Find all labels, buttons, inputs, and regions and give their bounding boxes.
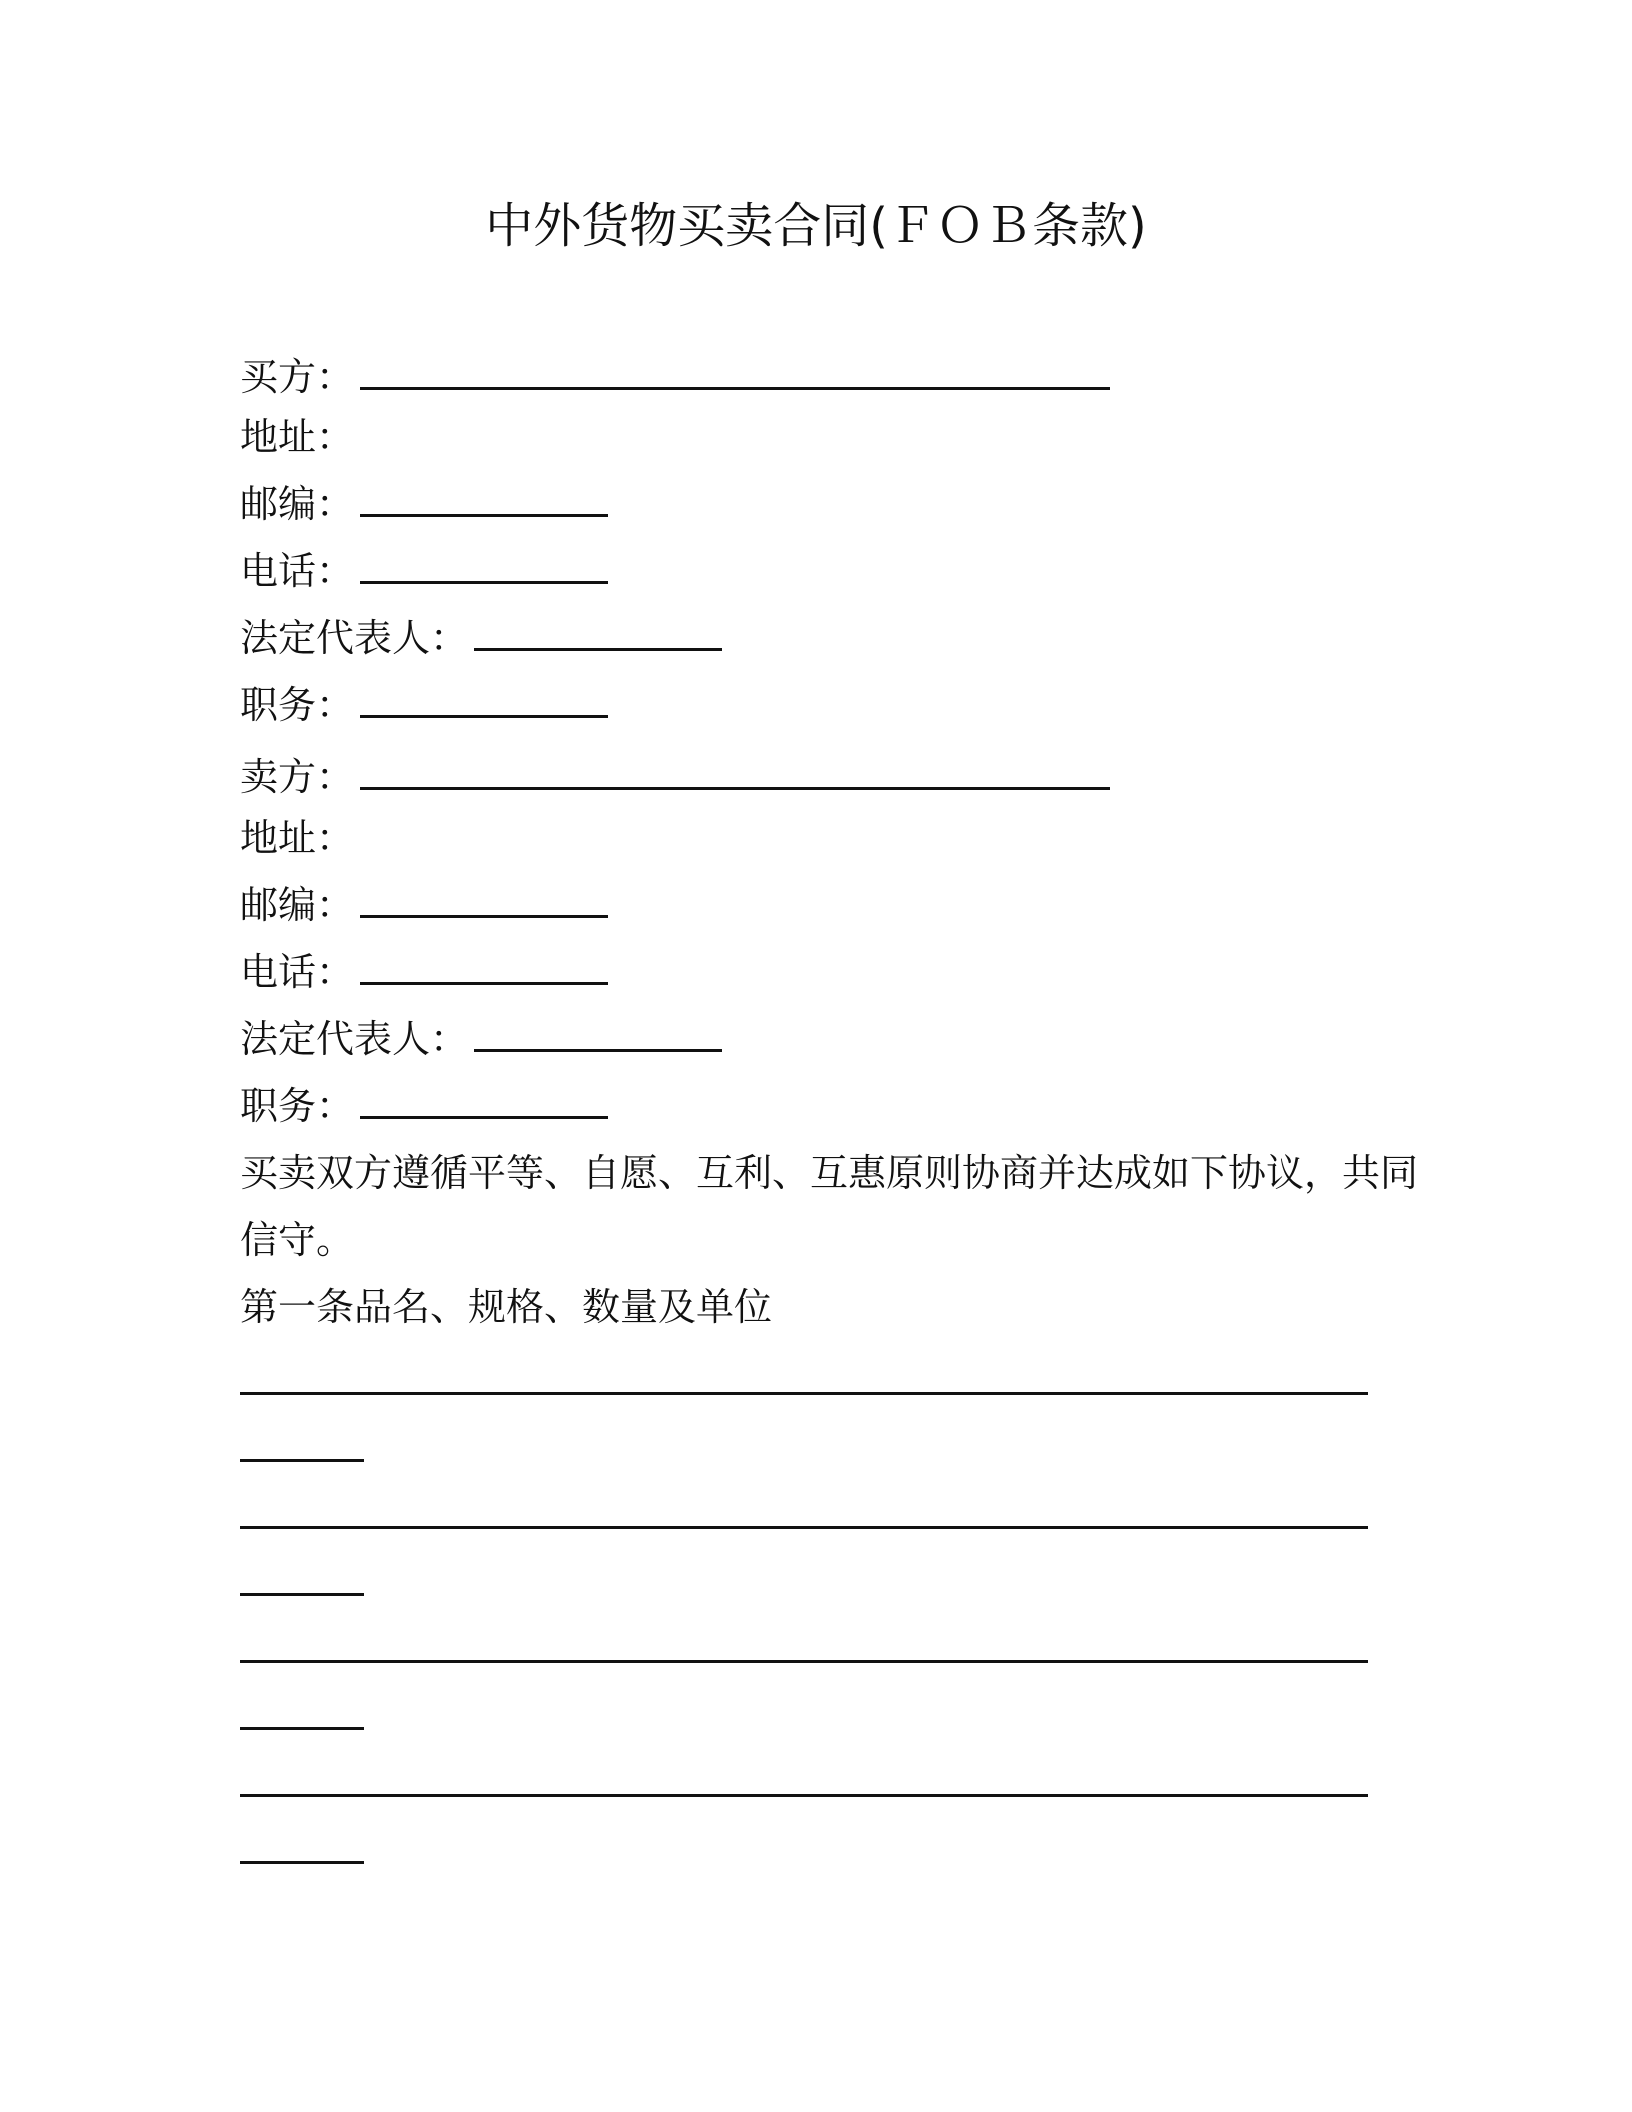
buyer-postcode-label: 邮编： [240,482,355,526]
buyer-position-label: 职务： [240,683,355,727]
fill-line-3[interactable] [240,1660,1368,1663]
buyer-legal-rep-row [240,613,722,663]
fill-line-1[interactable] [240,1392,1368,1395]
fill-line-2[interactable] [240,1526,1368,1529]
seller-postcode-blank[interactable] [360,885,608,918]
buyer-postcode-blank[interactable] [360,484,608,517]
seller-phone-row [240,947,608,997]
buyer-address-label: 地址： [240,415,355,459]
buyer-position-row [240,680,608,730]
intro-line-1: 买卖双方遵循平等、自愿、互利、互惠原则协商并达成如下协议，共同 [240,1151,1419,1195]
seller-phone-label: 电话： [240,950,355,994]
seller-postcode-label: 邮编： [240,883,355,927]
document-title: 中外货物买卖合同(ＦＯＢ条款) [485,198,1147,254]
seller-name-blank[interactable] [360,757,1110,790]
fill-line-4[interactable] [240,1794,1368,1797]
seller-phone-blank[interactable] [360,952,608,985]
article-1-heading: 第一条品名、规格、数量及单位 [240,1285,773,1329]
buyer-phone-blank[interactable] [360,551,608,584]
buyer-legal-rep-label: 法定代表人： [240,616,469,660]
fill-line-3-tail[interactable] [240,1727,364,1730]
seller-position-row [240,1081,608,1131]
seller-postcode-row [240,880,608,930]
fill-line-1-tail[interactable] [240,1459,364,1462]
buyer-phone-row [240,546,608,596]
buyer-name-blank[interactable] [360,357,1110,390]
buyer-row [240,352,1110,402]
seller-position-blank[interactable] [360,1086,608,1119]
buyer-label: 买方： [240,355,355,399]
fill-line-2-tail[interactable] [240,1593,364,1596]
buyer-position-blank[interactable] [360,685,608,718]
buyer-legal-rep-blank[interactable] [474,618,722,651]
seller-row [240,752,1110,802]
buyer-phone-label: 电话： [240,549,355,593]
seller-label: 卖方： [240,755,355,799]
seller-position-label: 职务： [240,1084,355,1128]
seller-legal-rep-row [240,1014,722,1064]
seller-legal-rep-blank[interactable] [474,1019,722,1052]
seller-address-label: 地址： [240,816,355,860]
seller-legal-rep-label: 法定代表人： [240,1017,469,1061]
seller-address-row [240,813,354,863]
intro-line-2: 信守。 [240,1218,355,1262]
buyer-address-row [240,412,354,462]
buyer-postcode-row [240,479,608,529]
fill-line-4-tail[interactable] [240,1861,364,1864]
